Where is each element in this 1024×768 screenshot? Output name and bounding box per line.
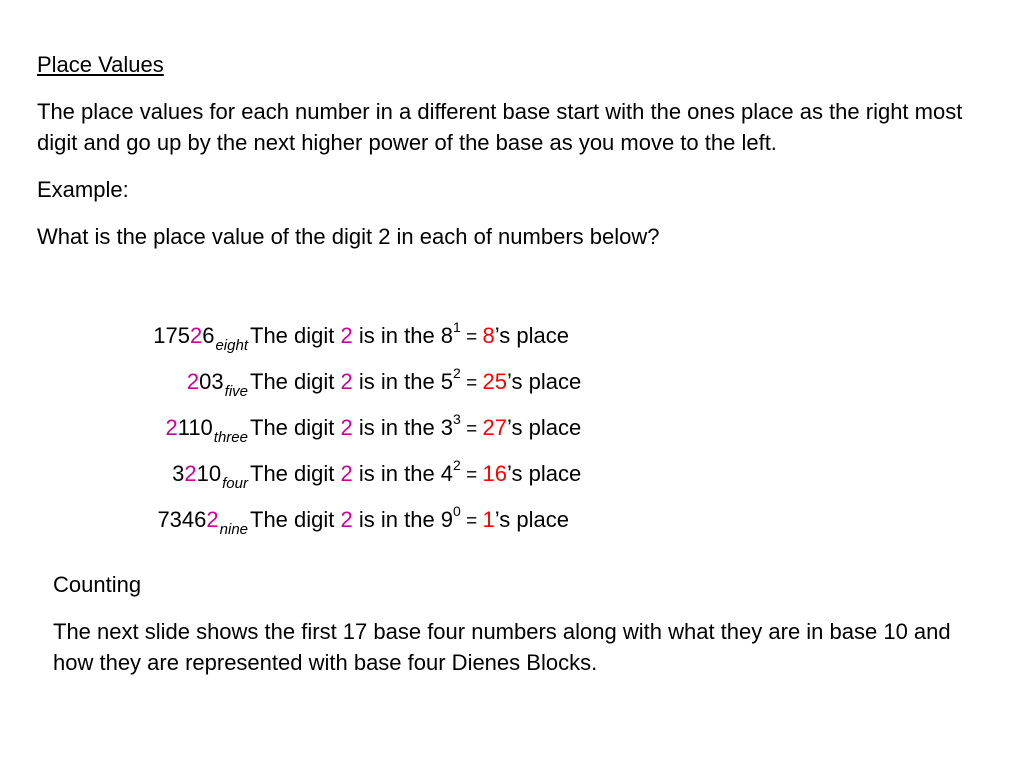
exponent: 2 <box>453 456 461 473</box>
statement-middle: is in the <box>352 323 441 348</box>
place-value: 25 <box>482 369 507 394</box>
statement-digit: 2 <box>340 461 353 486</box>
examples-list <box>60 320 760 550</box>
base-subscript: four <box>222 475 248 492</box>
number-suffix: 10 <box>196 461 222 486</box>
example-label: Example: <box>37 177 129 202</box>
equals-sign: = <box>460 465 483 486</box>
statement-middle: is in the <box>352 461 441 486</box>
equals-sign: = <box>460 419 483 440</box>
exponent: 2 <box>453 364 461 381</box>
statement-prefix: The digit <box>250 369 341 394</box>
example-row <box>60 320 760 366</box>
base-subscript: eight <box>215 337 248 354</box>
place-value: 27 <box>482 415 507 440</box>
number-prefix: 3 <box>172 461 185 486</box>
example-number <box>153 320 248 354</box>
base-subscript: five <box>224 383 248 400</box>
example-row <box>60 366 760 412</box>
number-suffix: 6 <box>202 323 215 348</box>
question-text: What is the place value of the digit 2 in each of numbers below? <box>37 224 660 249</box>
counting-paragraph: The next slide shows the first 17 base four numbers along with what they are in base 10 and how they are represented with base four Dienes Blocks. <box>53 619 951 675</box>
highlighted-digit: 2 <box>186 369 200 394</box>
intro-paragraph: The place values for each number in a different base start with the ones place as the right most digit and go up by the next higher power of the base as you move to the left. <box>37 99 963 155</box>
number-suffix: 110 <box>177 415 213 440</box>
highlighted-digit: 2 <box>189 323 203 348</box>
example-number <box>165 412 248 446</box>
statement-digit: 2 <box>340 323 353 348</box>
equals-sign: = <box>460 373 483 394</box>
example-number <box>187 366 248 400</box>
statement-digit: 2 <box>340 415 353 440</box>
example-statement <box>250 504 569 537</box>
statement-suffix: ’s place <box>494 323 569 348</box>
place-value: 16 <box>482 461 507 486</box>
example-row <box>60 458 760 504</box>
example-row <box>60 504 760 550</box>
place-value: 1 <box>482 507 495 532</box>
statement-suffix: ’s place <box>494 507 569 532</box>
counting-section <box>53 569 983 678</box>
exponent: 0 <box>453 502 461 519</box>
statement-suffix: ’s place <box>506 369 582 394</box>
base-subscript: nine <box>219 521 248 538</box>
equals-sign: = <box>460 511 483 532</box>
power-base: 5 <box>440 369 454 394</box>
example-row <box>60 412 760 458</box>
power-base: 4 <box>440 461 454 486</box>
highlighted-digit: 2 <box>206 507 219 532</box>
example-number <box>157 504 248 538</box>
power-base: 9 <box>440 507 454 532</box>
statement-middle: is in the <box>352 507 441 532</box>
highlighted-digit: 2 <box>184 461 197 486</box>
place-value: 8 <box>482 323 495 348</box>
example-statement <box>250 320 569 353</box>
example-statement <box>250 458 581 491</box>
statement-middle: is in the <box>352 415 441 440</box>
base-subscript: three <box>213 429 248 446</box>
number-suffix: 03 <box>199 369 224 394</box>
place-values-section <box>37 49 987 252</box>
number-prefix: 7346 <box>157 507 207 532</box>
statement-suffix: ’s place <box>506 461 582 486</box>
statement-prefix: The digit <box>250 323 341 348</box>
statement-prefix: The digit <box>250 507 341 532</box>
equals-sign: = <box>460 327 483 348</box>
statement-prefix: The digit <box>250 415 341 440</box>
counting-label: Counting <box>53 572 142 597</box>
example-statement <box>250 412 581 445</box>
power-base: 3 <box>440 415 454 440</box>
section-heading: Place Values <box>37 52 164 77</box>
power-base: 8 <box>440 323 454 348</box>
number-prefix: 175 <box>153 323 190 348</box>
statement-middle: is in the <box>352 369 441 394</box>
statement-prefix: The digit <box>250 461 341 486</box>
example-number <box>172 458 248 492</box>
example-statement <box>250 366 581 399</box>
exponent: 3 <box>453 410 461 427</box>
statement-digit: 2 <box>340 369 353 394</box>
statement-suffix: ’s place <box>506 415 582 440</box>
highlighted-digit: 2 <box>165 415 178 440</box>
statement-digit: 2 <box>340 507 353 532</box>
exponent: 1 <box>453 318 461 335</box>
